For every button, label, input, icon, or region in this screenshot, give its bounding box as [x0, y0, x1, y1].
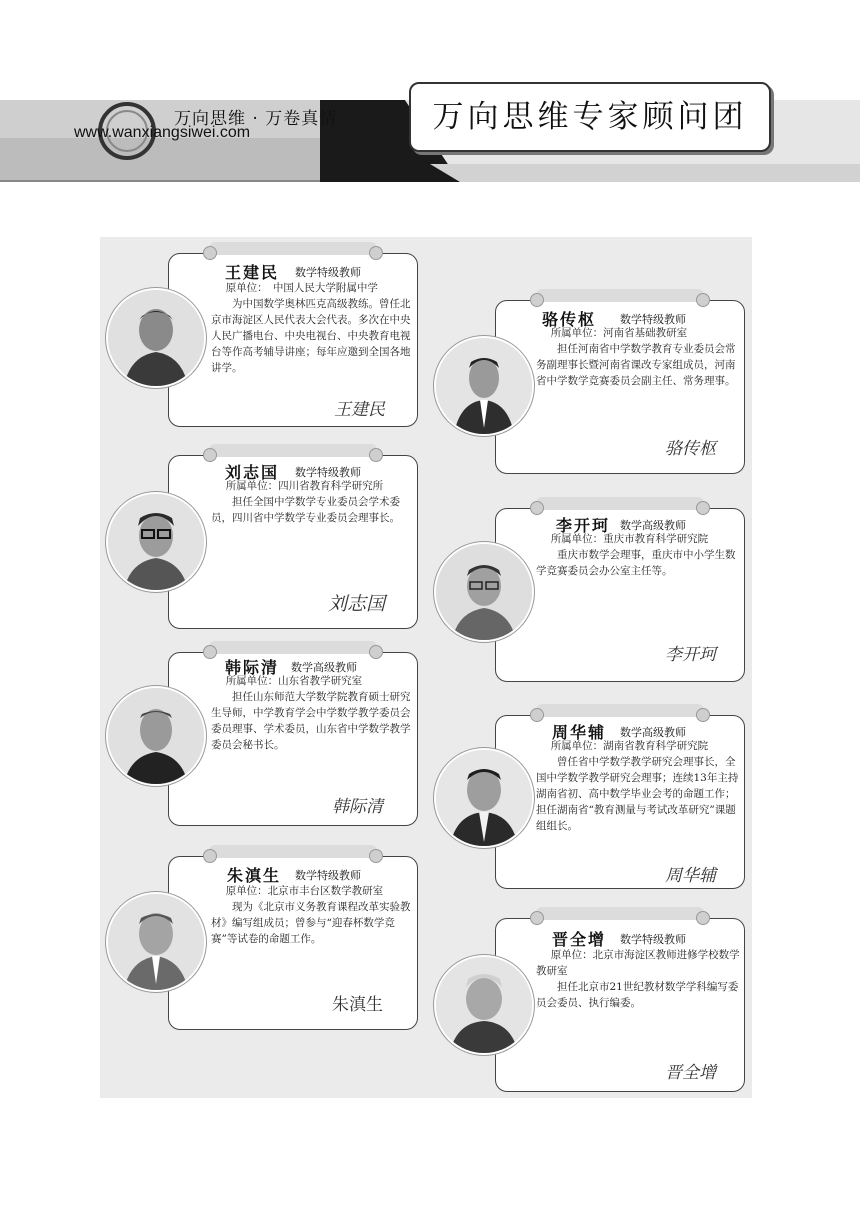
- expert-unit: 原单位： 中国人民大学附属中学: [225, 282, 378, 294]
- expert-title: 数学特级教师: [295, 266, 361, 279]
- expert-photo: [434, 748, 534, 848]
- expert-desc: 曾任省中学数学教学研究会理事长，全国中学数学教学研究会理事；连续13年主持湖南省初、高中数学毕业会考的命题工作；担任湖南省“教育测量与考试改革研究”课题组组长。: [536, 756, 739, 832]
- site-url[interactable]: www.wanxiangsiwei.com: [74, 124, 251, 141]
- expert-signature: 朱滇生: [332, 995, 383, 1015]
- expert-name: 韩际清: [225, 658, 280, 677]
- expert-unit: 所属单位：四川省教育科学研究所: [225, 480, 384, 492]
- expert-unit: 原单位：北京市丰台区数学教研室: [225, 885, 384, 897]
- expert-name: 晋全增: [552, 930, 607, 949]
- expert-name: 朱滇生: [227, 866, 282, 885]
- expert-name: 李开珂: [556, 516, 611, 535]
- expert-title: 数学特级教师: [295, 466, 361, 479]
- expert-photo: [434, 542, 534, 642]
- expert-desc: 担任山东师范大学数学院教育硕士研究生导师，中学教育学会中学数学教学委员会委员理事、学术委员，山东省中学数学教学委员会秘书长。: [211, 691, 411, 751]
- expert-signature: 韩际清: [332, 797, 383, 817]
- expert-title: 数学高级教师: [291, 661, 357, 674]
- expert-photo: [106, 288, 206, 388]
- expert-signature: 王建民: [334, 400, 385, 420]
- expert-title: 数学特级教师: [295, 869, 361, 882]
- page-title: 万向思维专家顾问团: [432, 99, 748, 135]
- expert-title: 数学高级教师: [620, 519, 686, 532]
- title-box: [409, 82, 771, 152]
- expert-title: 数学高级教师: [620, 726, 686, 739]
- expert-unit: 所属单位：山东省教学研究室: [225, 675, 363, 687]
- expert-desc: 担任河南省中学数学教育专业委员会常务副理事长暨河南省课改专家组成员，河南省中学数学竞赛委员会副主任、常务理事。: [536, 343, 736, 387]
- expert-desc: 担任北京市21世纪教材数学学科编写委员会委员、执行编委。: [536, 981, 739, 1009]
- expert-unit: 所属单位：湖南省教育科学研究院: [550, 740, 709, 752]
- expert-signature: 骆传枢: [665, 439, 716, 459]
- expert-signature: 刘志国: [327, 593, 385, 615]
- expert-desc: 担任全国中学数学专业委员会学术委员，四川省中学数学专业委员会理事长。: [211, 496, 400, 524]
- expert-desc: 为中国数学奥林匹克高级教练。曾任北京市海淀区人民代表大会代表。多次在中央人民广播电台、中央电视台、中央教育电视台等作高考辅导讲座；每年应邀到全国各地讲学。: [211, 298, 411, 374]
- expert-photo: [434, 336, 534, 436]
- expert-name: 刘志国: [225, 463, 280, 482]
- expert-name: 王建民: [225, 263, 280, 282]
- expert-unit: 所属单位：河南省基础教研室: [550, 327, 688, 339]
- expert-photo: [106, 492, 206, 592]
- expert-signature: 周华辅: [665, 866, 716, 886]
- expert-photo: [106, 892, 206, 992]
- expert-signature: 晋全增: [665, 1063, 716, 1083]
- expert-name: 周华辅: [552, 723, 607, 742]
- expert-photo: [434, 955, 534, 1055]
- expert-desc: 现为《北京市义务教育课程改革实验教材》编写组成员；曾参与“迎春杯数学竞赛”等试卷的命题工作。: [211, 901, 411, 945]
- expert-name: 骆传枢: [542, 310, 597, 329]
- expert-title: 数学特级教师: [620, 313, 686, 326]
- expert-signature: 李开珂: [665, 645, 716, 665]
- slogan: 万向思维 · 万卷真情: [174, 109, 338, 129]
- expert-desc: 重庆市数学会理事，重庆市中小学生数学竞赛委员会办公室主任等。: [536, 549, 736, 577]
- expert-unit: 所属单位：重庆市教育科学研究院: [550, 533, 709, 545]
- expert-unit: 原单位：北京市海淀区教师进修学校数学教研室: [536, 949, 740, 977]
- expert-photo: [106, 686, 206, 786]
- expert-title: 数学特级教师: [620, 933, 686, 946]
